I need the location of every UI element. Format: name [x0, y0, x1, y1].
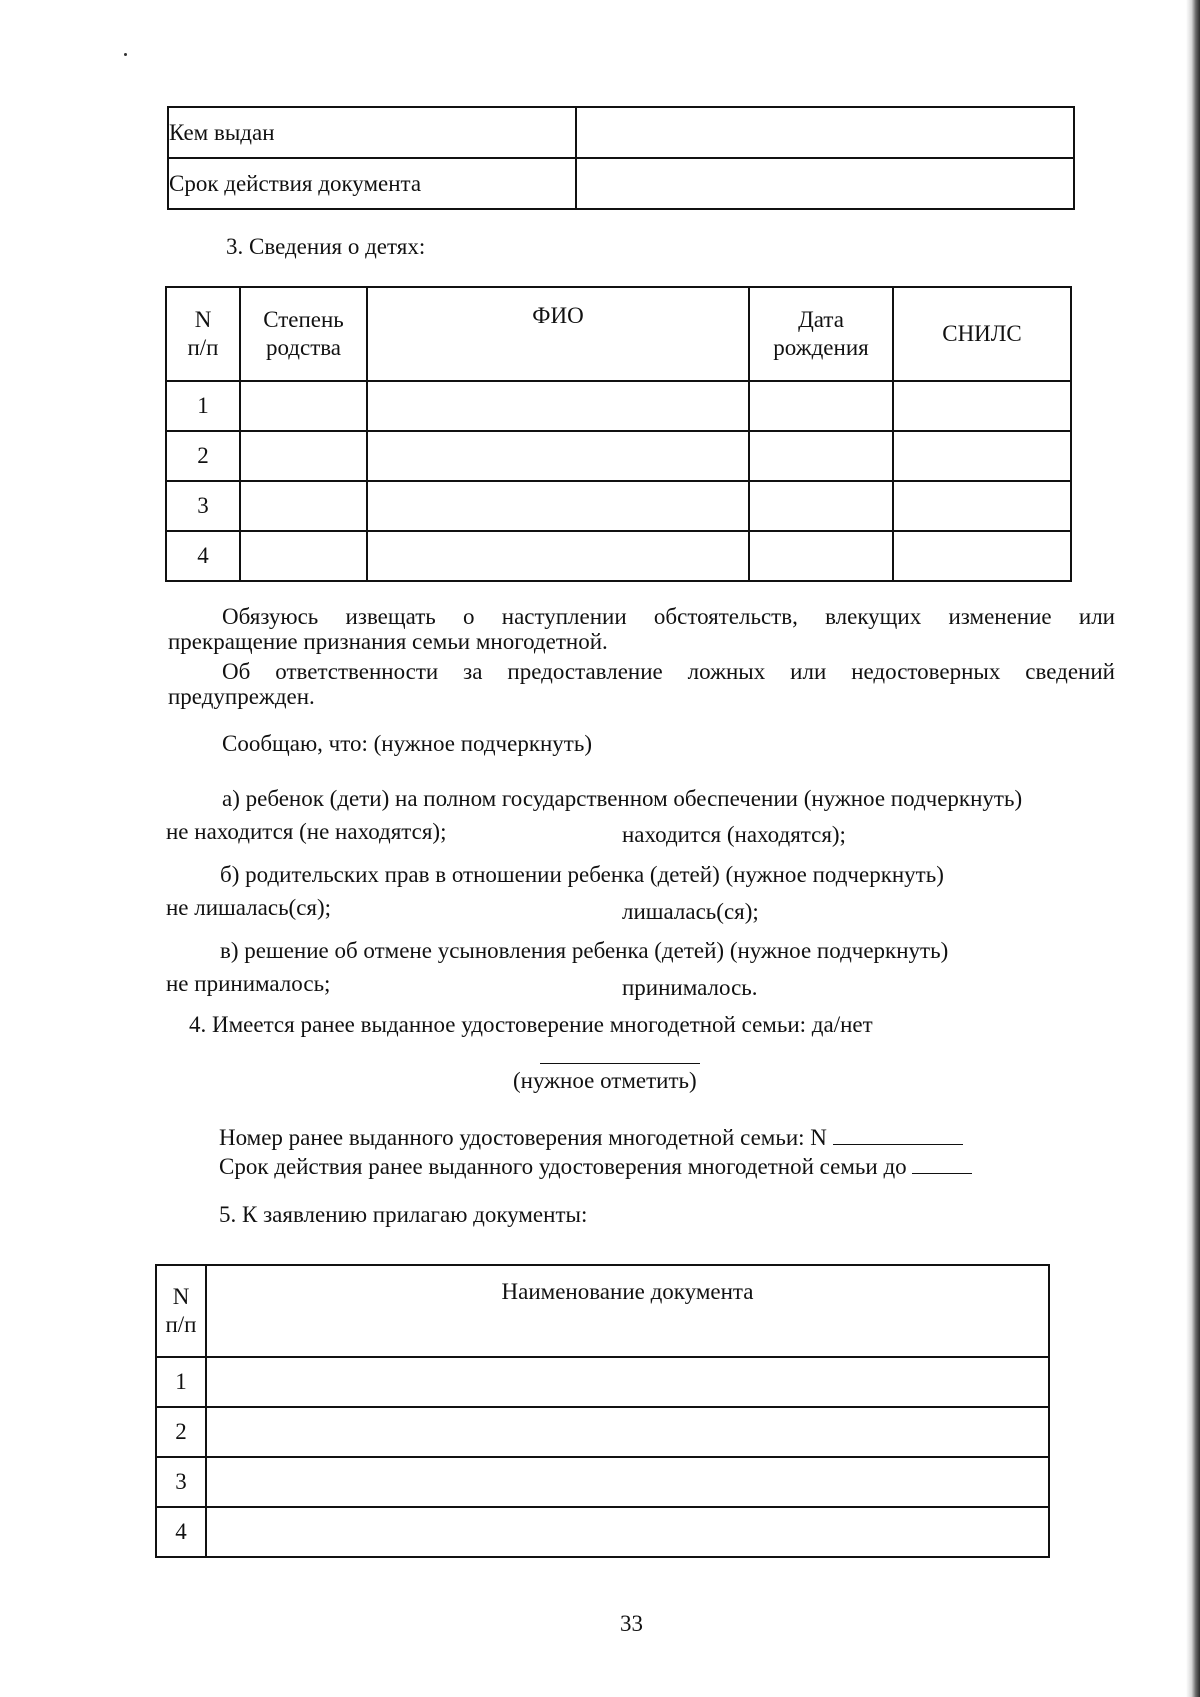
previous-validity-blank[interactable] — [912, 1155, 972, 1174]
fio-cell[interactable] — [367, 431, 749, 481]
page-number: 33 — [620, 1611, 643, 1636]
previous-validity-label: Срок действия ранее выданного удостоверения многодетной семьи до — [219, 1154, 907, 1179]
relation-cell[interactable] — [240, 481, 367, 531]
fio-cell[interactable] — [367, 481, 749, 531]
validity-label: Срок действия документа — [168, 158, 576, 209]
scan-edge-shadow — [1186, 0, 1200, 1697]
col-num-header: N п/п — [156, 1265, 206, 1357]
table-row — [156, 1407, 1049, 1457]
fio-cell[interactable] — [367, 381, 749, 431]
dob-cell[interactable] — [749, 481, 893, 531]
row-number: 1 — [166, 381, 240, 431]
document-name-cell[interactable] — [206, 1457, 1049, 1507]
relation-cell[interactable] — [240, 381, 367, 431]
table-row — [166, 431, 1071, 481]
report-b-option[interactable]: не лишалась(ся); — [166, 895, 332, 920]
report-intro: Сообщаю, что: (нужное подчеркнуть) — [222, 731, 593, 756]
responsibility-line: Об ответственности за предоставление ложных или недостоверных сведений — [222, 659, 1115, 684]
validity-value-cell[interactable] — [576, 158, 1074, 209]
previous-number-blank[interactable] — [833, 1126, 963, 1145]
section3-heading: 3. Сведения о детях: — [226, 234, 426, 259]
dob-cell[interactable] — [749, 381, 893, 431]
table-row — [166, 481, 1071, 531]
report-b-option[interactable]: лишалась(ся); — [622, 899, 759, 924]
document-name-cell[interactable] — [206, 1407, 1049, 1457]
table-row — [156, 1507, 1049, 1557]
issuer-table — [167, 106, 1075, 210]
table-header-row — [166, 287, 1071, 381]
relation-cell[interactable] — [240, 531, 367, 581]
document-name-cell[interactable] — [206, 1507, 1049, 1557]
section5-heading: 5. К заявлению прилагаю документы: — [219, 1202, 588, 1227]
report-a-option[interactable]: не находится (не находятся); — [166, 819, 447, 844]
snils-cell[interactable] — [893, 531, 1071, 581]
report-c-option[interactable]: принималось. — [622, 975, 758, 1000]
report-item-c: в) решение об отмене усыновления ребенка (детей) (нужное подчеркнуть) — [220, 938, 949, 963]
report-c-option[interactable]: не принималось; — [166, 971, 331, 996]
previous-certificate-validity — [219, 1153, 972, 1181]
dob-cell[interactable] — [749, 531, 893, 581]
col-relation-header: Степень родства — [240, 287, 367, 381]
col-document-name-header: Наименование документа — [206, 1265, 1049, 1357]
previous-certificate-number — [219, 1124, 963, 1152]
snils-cell[interactable] — [893, 381, 1071, 431]
snils-cell[interactable] — [893, 431, 1071, 481]
previous-number-label: Номер ранее выданного удостоверения многодетной семьи: N — [219, 1125, 827, 1150]
answer-underline[interactable] — [540, 1063, 700, 1064]
responsibility-line: предупрежден. — [168, 684, 315, 709]
report-a-option[interactable]: находится (находятся); — [622, 822, 846, 847]
col-num-header: N п/п — [166, 287, 240, 381]
obligation-line: Обязуюсь извещать о наступлении обстоятельств, влекущих изменение или — [222, 604, 1115, 629]
table-row — [166, 531, 1071, 581]
report-item-a: а) ребенок (дети) на полном государственном обеспечении (нужное подчеркнуть) — [222, 786, 1023, 811]
section4-hint: (нужное отметить) — [513, 1068, 697, 1093]
row-number: 2 — [156, 1407, 206, 1457]
document-name-cell[interactable] — [206, 1357, 1049, 1407]
row-number: 3 — [156, 1457, 206, 1507]
row-number: 1 — [156, 1357, 206, 1407]
section4-question: 4. Имеется ранее выданное удостоверение многодетной семьи: да/нет — [189, 1012, 873, 1037]
row-number: 2 — [166, 431, 240, 481]
fio-cell[interactable] — [367, 531, 749, 581]
col-snils-header: СНИЛС — [893, 287, 1071, 381]
documents-table — [155, 1264, 1050, 1558]
relation-cell[interactable] — [240, 431, 367, 481]
row-number: 4 — [166, 531, 240, 581]
children-table — [165, 286, 1072, 582]
scan-speck — [124, 53, 127, 56]
snils-cell[interactable] — [893, 481, 1071, 531]
table-header-row — [156, 1265, 1049, 1357]
obligation-line: прекращение признания семьи многодетной. — [168, 629, 608, 654]
issuer-value-cell[interactable] — [576, 107, 1074, 158]
table-row — [168, 158, 1074, 209]
col-fio-header: ФИО — [367, 287, 749, 381]
col-dob-header: Дата рождения — [749, 287, 893, 381]
row-number: 4 — [156, 1507, 206, 1557]
report-item-b: б) родительских прав в отношении ребенка (детей) (нужное подчеркнуть) — [220, 862, 944, 887]
table-row — [156, 1357, 1049, 1407]
table-row — [166, 381, 1071, 431]
row-number: 3 — [166, 481, 240, 531]
table-row — [156, 1457, 1049, 1507]
table-row — [168, 107, 1074, 158]
dob-cell[interactable] — [749, 431, 893, 481]
issuer-label: Кем выдан — [168, 107, 576, 158]
